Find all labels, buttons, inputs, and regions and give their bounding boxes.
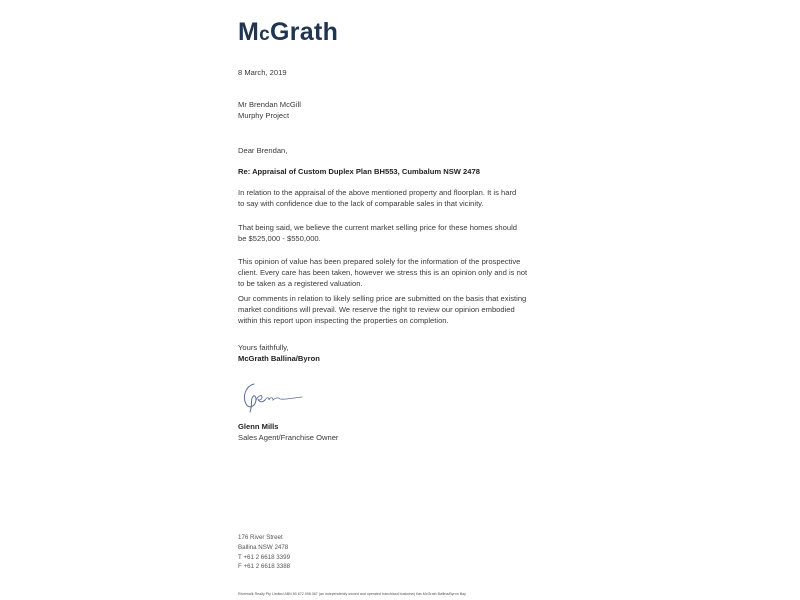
footer-street: 176 River Street bbox=[238, 534, 283, 541]
date-text: 8 March, 2019 bbox=[238, 68, 287, 77]
salutation bbox=[238, 145, 558, 156]
letter-date bbox=[238, 67, 558, 78]
footer-fax: F +61 2 6618 3388 bbox=[238, 563, 291, 571]
salutation-text: Dear Brendan, bbox=[238, 146, 288, 155]
paragraph-4-line-1: Our comments in relation to likely selling price are submitted on the basis that existing bbox=[238, 294, 527, 303]
paragraph-2-line-2: be $525,000 - $550,000. bbox=[238, 234, 321, 243]
closing-text: Yours faithfully, bbox=[238, 343, 289, 352]
paragraph-4-line-2: market conditions will prevail. We reserve the right to review our opinion embodied bbox=[238, 305, 515, 314]
recipient-org: Murphy Project bbox=[238, 111, 290, 120]
closing-org: McGrath Ballina/Byron bbox=[238, 354, 320, 363]
footer-phone: T +61 2 6618 3399 bbox=[238, 553, 291, 561]
subject-text: Re: Appraisal of Custom Duplex Plan BH553, Cumbalum NSW 2478 bbox=[238, 167, 480, 176]
signer-name: Glenn Mills bbox=[238, 422, 279, 431]
paragraph-1-line-1: In relation to the appraisal of the above mentioned property and floorplan. It is hard bbox=[238, 188, 517, 197]
footer-legal: Riverwalk Realty Pty Limited ABN 80 672 098 067 (an independently owned and operated franchised business) t/as McGrath Ballina/Byron Bay bbox=[238, 592, 466, 596]
logo-suffix: Grath bbox=[270, 18, 339, 46]
subject-line bbox=[238, 166, 558, 177]
signer-title: Sales Agent/Franchise Owner bbox=[238, 433, 339, 442]
closing-block bbox=[238, 342, 558, 364]
paragraph-3 bbox=[238, 256, 558, 289]
paragraph-2 bbox=[238, 222, 558, 244]
paragraph-2-line-1: That being said, we believe the current market selling price for these homes should bbox=[238, 223, 518, 232]
paragraph-1-line-2: to say with confidence due to the lack of comparable sales in that vicinity. bbox=[238, 199, 484, 208]
paragraph-3-line-1: This opinion of value has been prepared solely for the information of the prospective bbox=[238, 257, 521, 266]
paragraph-3-line-2: client. Every care has been taken, however we stress this is an opinion only and is not bbox=[238, 268, 528, 277]
paragraph-1 bbox=[238, 187, 558, 209]
recipient-name: Mr Brendan McGill bbox=[238, 100, 301, 109]
logo-small-c: c bbox=[259, 24, 271, 45]
signer-block bbox=[238, 421, 558, 443]
logo-prefix: M bbox=[238, 18, 260, 46]
footer-city: Ballina NSW 2478 bbox=[238, 543, 289, 551]
paragraph-3-line-3: to be taken as a registered valuation. bbox=[238, 279, 363, 288]
footer-address bbox=[238, 533, 290, 572]
paragraph-4-line-3: within this report upon inspecting the properties on completion. bbox=[238, 316, 449, 325]
recipient-block bbox=[238, 99, 558, 121]
signature-image bbox=[240, 378, 304, 414]
paragraph-4 bbox=[238, 293, 558, 326]
mcgrath-logo bbox=[238, 18, 338, 47]
